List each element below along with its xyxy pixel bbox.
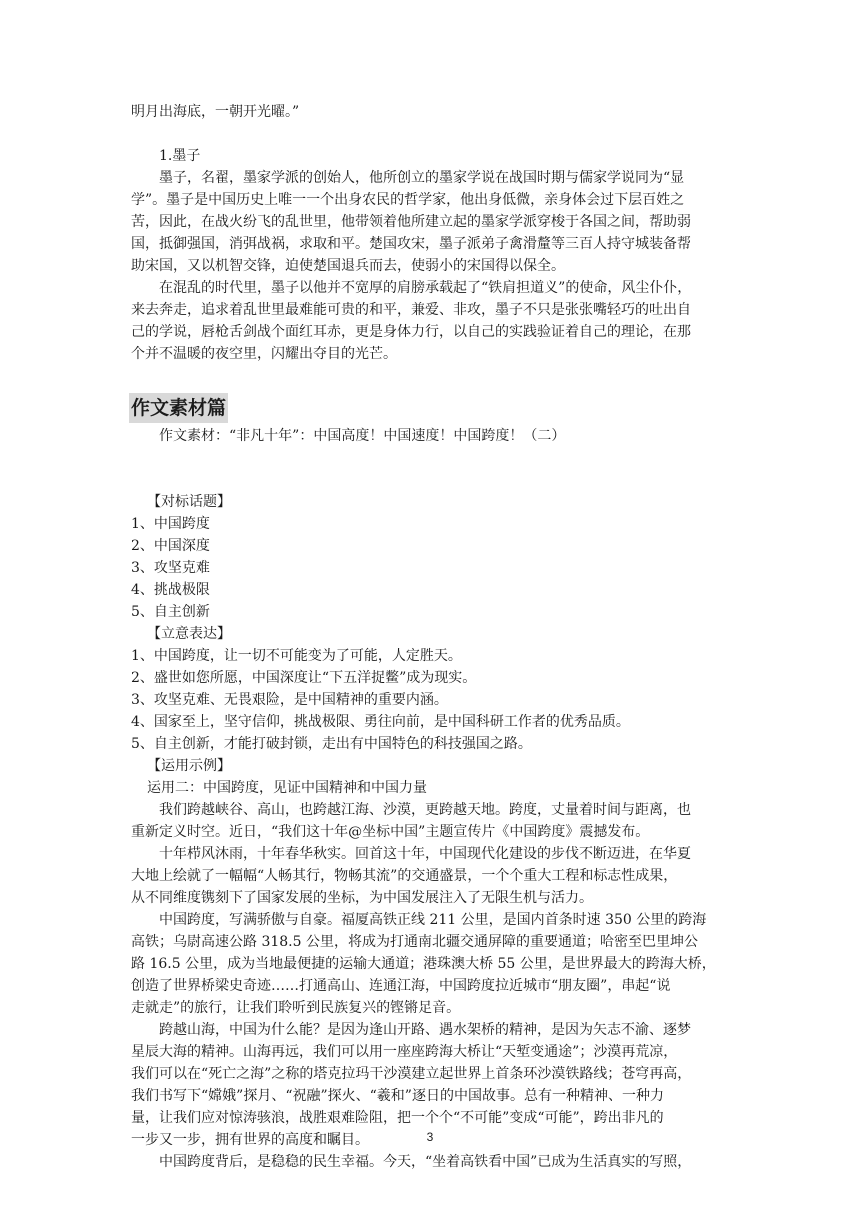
article-subtitle: 作文素材：“非凡十年”：中国高度！中国速度！中国跨度！（二） xyxy=(159,428,566,444)
text-line: 个并不温暖的夜空里，闪耀出夺目的光芒。 xyxy=(131,346,397,362)
section-heading: 作文素材篇 xyxy=(129,393,228,423)
text-line: 大地上绘就了一幅幅“人畅其行，物畅其流”的交通盛景，一个个重大工程和标志性成果， xyxy=(131,868,678,884)
list-item: 1、中国跨度，让一切不可能变为了可能，人定胜天。 xyxy=(131,648,462,664)
list-item: 5、自主创新，才能打破封锁，走出有中国特色的科技强国之路。 xyxy=(131,736,532,752)
text-line: 走就走”的旅行，让我们聆听到民族复兴的铿锵足音。 xyxy=(131,1000,461,1016)
text-line: 创造了世界桥梁史奇迹……打通高山、连通江海，中国跨度拉近城市“朋友圈”，串起“说 xyxy=(131,978,671,994)
text-line: 助宋国，又以机智交锋，迫使楚国退兵而去，使弱小的宋国得以保全。 xyxy=(131,258,565,274)
list-item: 4、国家至上，坚守信仰，挑战极限、勇往向前，是中国科研工作者的优秀品质。 xyxy=(131,714,630,730)
text-line: 学”。墨子是中国历史上唯一一个出身农民的哲学家，他出身低微，亲身体会过下层百姓之 xyxy=(131,192,685,208)
text-line: 中国跨度背后，是稳稳的民生幸福。今天，“坐着高铁看中国”已成为生活真实的写照， xyxy=(159,1154,692,1170)
text-line: 中国跨度，写满骄傲与自豪。福厦高铁正线 211 公里，是国内首条时速 350 公里的跨海 xyxy=(159,912,707,928)
text-line: 从不同维度镌刻下了国家发展的坐标，为中国发展注入了无限生机与活力。 xyxy=(131,890,593,906)
text-line: 明月出海底，一朝开光曜。” xyxy=(131,104,300,120)
section-title-mozi: 1.墨子 xyxy=(159,148,201,164)
text-line: 十年栉风沐雨，十年春华秋实。回首这十年，中国现代化建设的步伐不断迈进，在华夏 xyxy=(159,846,691,862)
text-line: 苦，因此，在战火纷飞的乱世里，他带领着他所建立起的墨家学派穿梭于各国之间，帮助弱 xyxy=(131,214,691,230)
list-item: 1、中国跨度 xyxy=(131,516,210,532)
text-block-top xyxy=(131,101,731,123)
label-examples: 【运用示例】 xyxy=(147,758,231,774)
text-line: 来去奔走，追求着乱世里最难能可贵的和平，兼爱、非攻，墨子不只是张张嘴轻巧的吐出自 xyxy=(131,302,691,318)
text-line: 墨子，名翟，墨家学派的创始人，他所创立的墨家学说在战国时期与儒家学说同为“显 xyxy=(159,170,685,186)
text-line: 一步又一步，拥有世界的高度和瞩目。 xyxy=(131,1132,369,1148)
page-number: 3 xyxy=(426,1130,434,1144)
text-line: 量，让我们应对惊涛骇浪，战胜艰难险阻，把一个个“不可能”变成“可能”，跨出非凡的 xyxy=(131,1110,664,1126)
label-topics: 【对标话题】 xyxy=(147,494,231,510)
text-line: 运用二：中国跨度，见证中国精神和中国力量 xyxy=(147,780,427,796)
text-line: 我们书写下“嫦娥”探月、“祝融”探火、“羲和”逐日的中国故事。总有一种精神、一种力 xyxy=(131,1088,664,1104)
text-line: 国，抵御强国，消弭战祸，求取和平。楚国攻宋，墨子派弟子禽滑釐等三百人持守城装备帮 xyxy=(131,236,691,252)
text-line: 己的学说，唇枪舌剑战个面红耳赤，更是身体力行，以自己的实践验证着自己的理论，在那 xyxy=(131,324,691,340)
text-line: 我们跨越峡谷、高山，也跨越江海、沙漠，更跨越天地。跨度，丈量着时间与距离，也 xyxy=(159,802,691,818)
text-line: 在混乱的时代里，墨子以他并不宽厚的肩膀承载起了“铁肩担道义”的使命，风尘仆仆， xyxy=(159,280,692,296)
subtitle-block xyxy=(131,425,731,447)
label-ideas: 【立意表达】 xyxy=(147,626,231,642)
list-item: 2、中国深度 xyxy=(131,538,210,554)
list-item: 5、自主创新 xyxy=(131,604,210,620)
text-line: 星辰大海的精神。山海再远，我们可以用一座座跨海大桥让“天堑变通途”；沙漠再荒凉， xyxy=(131,1044,678,1060)
list-item: 3、攻坚克难、无畏艰险，是中国精神的重要内涵。 xyxy=(131,692,448,708)
list-item: 2、盛世如您所愿，中国深度让“下五洋捉鳖”成为现实。 xyxy=(131,670,477,686)
text-block-mozi xyxy=(131,145,731,365)
list-item: 4、挑战极限 xyxy=(131,582,210,598)
text-line: 重新定义时空。近日，“我们这十年@坐标中国”主题宣传片《中国跨度》震撼发布。 xyxy=(131,824,650,840)
text-line: 跨越山海，中国为什么能？是因为逢山开路、遇水架桥的精神，是因为矢志不渝、逐梦 xyxy=(159,1022,691,1038)
text-block-main xyxy=(131,491,731,1173)
text-line: 高铁；乌尉高速公路 318.5 公里，将成为打通南北疆交通屏障的重要通道；哈密至巴里坤公 xyxy=(131,934,698,950)
list-item: 3、攻坚克难 xyxy=(131,560,210,576)
text-line: 路 16.5 公里，成为当地最便捷的运输大通道；港珠澳大桥 55 公里，是世界最大的跨海大桥， xyxy=(131,956,716,972)
text-line: 我们可以在“死亡之海”之称的塔克拉玛干沙漠建立起世界上首条环沙漠铁路线；苍穹再高， xyxy=(131,1066,692,1082)
